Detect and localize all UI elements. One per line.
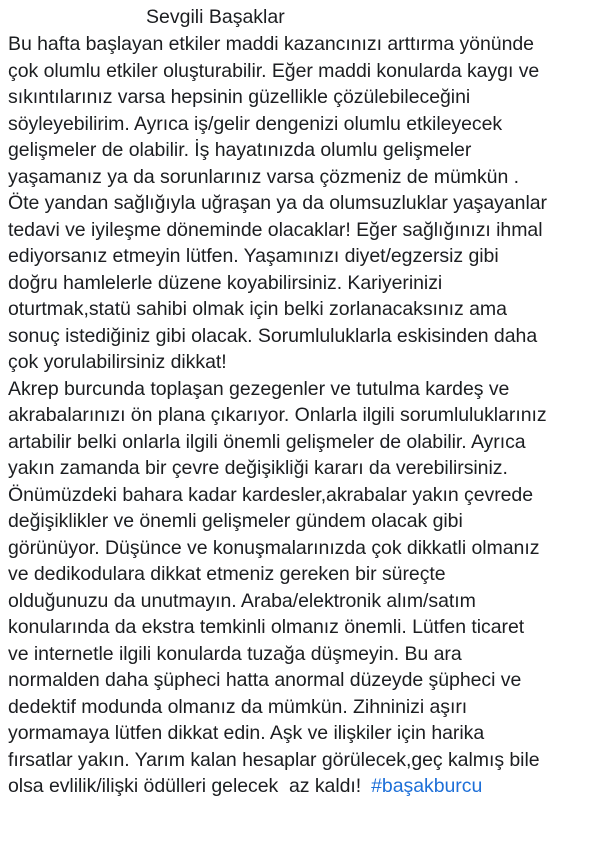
- text-line: konularında da ekstra temkinli olmanız önemli. Lütfen ticaret: [8, 616, 525, 638]
- text-line: Öte yandan sağlığıyla uğraşan ya da olumsuzluklar yaşayanlar: [8, 192, 547, 214]
- text-line: söyleyebilirim. Ayrıca iş/gelir dengenizi olumlu etkileyecek: [8, 112, 503, 135]
- hashtag-link[interactable]: #başakburcu: [371, 775, 483, 797]
- text-line: yakın zamanda bir çevre değişikliği kararı da verebilirsiniz.: [8, 457, 508, 479]
- post-text: [8, 31, 608, 773]
- last-line-text: olsa evlilik/ilişki ödülleri gelecek az kaldı!: [8, 775, 362, 797]
- text-line: çok olumlu etkiler oluşturabilir. Eğer maddi konularda kaygı ve: [8, 59, 540, 82]
- text-line: yormamaya lütfen dikkat edin. Aşk ve ilişkiler için harika: [8, 722, 485, 744]
- text-line: olduğunuzu da unutmayın. Araba/elektronik alım/satım: [8, 589, 476, 612]
- text-line: ve dedikodulara dikkat etmeniz gereken bir süreçte: [8, 563, 446, 585]
- text-line: Akrep burcunda toplaşan gezegenler ve tutulma kardeş ve: [8, 377, 510, 400]
- text-line: dedektif modunda olmanız da mümkün. Zihninizi aşırı: [8, 695, 468, 718]
- text-line: artabilir belki onlarla ilgili önemli gelişmeler de olabilir. Ayrıca: [8, 430, 526, 453]
- text-line: ve internetle ilgili konularda tuzağa düşmeyin. Bu ara: [8, 642, 462, 665]
- text-line: fırsatlar yakın. Yarım kalan hesaplar görülecek,geç kalmış bile: [8, 748, 540, 771]
- text-line: görünüyor. Düşünce ve konuşmalarınızda çok dikkatli olmanız: [8, 536, 540, 559]
- text-line: Bu hafta başlayan etkiler maddi kazancınızı arttırma yönünde: [8, 33, 534, 55]
- text-line: çok yorulabilirsiniz dikkat!: [8, 351, 227, 373]
- text-line: doğru hamlelerle düzene koyabilirsiniz. Kariyerinizi: [8, 271, 443, 294]
- text-line: sonuç istediğiniz gibi olacak. Sorumluluklarla eskisinden daha: [8, 324, 538, 347]
- text-line: yaşamanız ya da sorunlarınız varsa çözmeniz de mümkün .: [8, 165, 519, 188]
- post-last-line: [8, 773, 608, 800]
- text-line: gelişmeler de olabilir. İş hayatınızda olumlu gelişmeler: [8, 139, 472, 161]
- text-line: normalden daha şüpheci hatta anormal düzeyde şüpheci ve: [8, 669, 522, 691]
- text-line: değişiklikler ve önemli gelişmeler gündem olacak gibi: [8, 510, 463, 532]
- text-line: sıkıntılarınız varsa hepsinin güzellikle çözülebileceğini: [8, 86, 471, 108]
- text-line: oturtmak,statü sahibi olmak için belki zorlanacaksınız ama: [8, 298, 507, 320]
- text-line: ediyorsanız etmeyin lütfen. Yaşamınızı diyet/egzersiz gibi: [8, 245, 499, 267]
- text-line: akrabalarınızı ön plana çıkarıyor. Onlarla ilgili sorumluluklarınız: [8, 404, 547, 426]
- text-line: tedavi ve iyileşme döneminde olacaklar! Eğer sağlığınızı ihmal: [8, 218, 543, 241]
- post-title: Sevgili Başaklar: [146, 6, 285, 28]
- text-line: Önümüzdeki bahara kadar kardesler,akrabalar yakın çevrede: [8, 483, 534, 506]
